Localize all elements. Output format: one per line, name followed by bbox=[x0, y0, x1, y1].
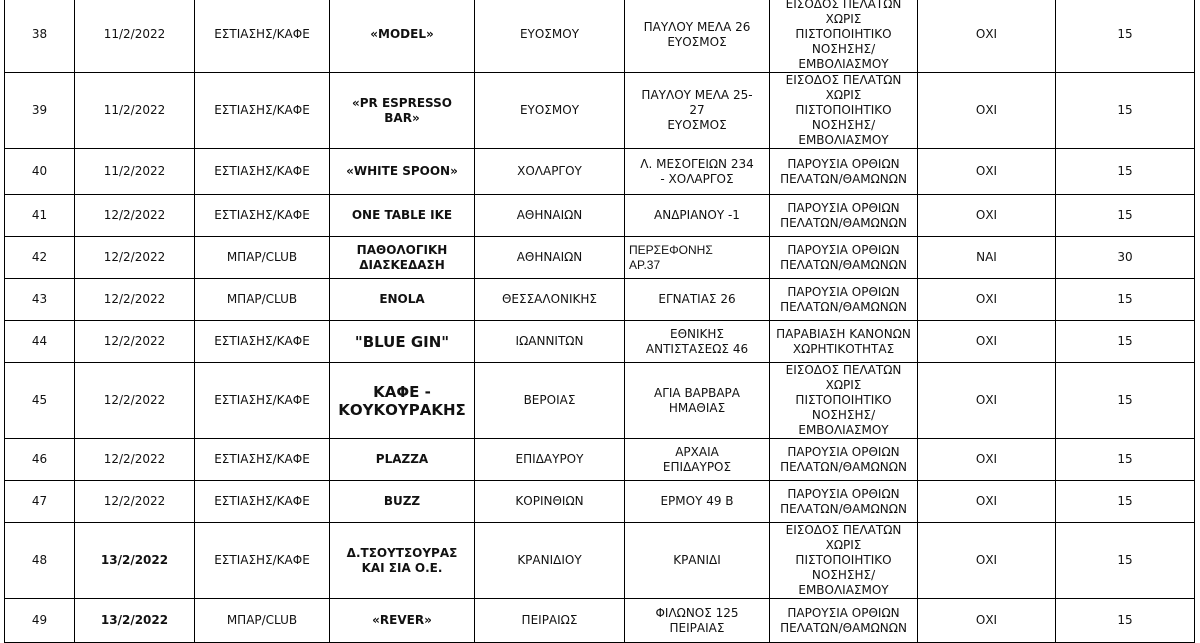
address-cell-line: ΑΡΧΑΙΑ bbox=[675, 444, 719, 459]
address-cell-line: ΠΕΙΡΑΙΑΣ bbox=[669, 620, 725, 635]
row-number-cell: 43 bbox=[5, 279, 75, 321]
address-cell-line: Λ. ΜΕΣΟΓΕΙΩΝ 234 bbox=[640, 156, 754, 171]
category-cell: ΜΠΑΡ/CLUB bbox=[195, 599, 330, 643]
municipality-cell: ΕΥΟΣΜΟΥ bbox=[475, 73, 625, 149]
violation-cell-line: ΝΟΣΗΣΗΣ/ΕΜΒΟΛΙΑΣΜΟΥ bbox=[798, 408, 889, 437]
row-number-cell: 42 bbox=[5, 237, 75, 279]
row-number-cell: 41 bbox=[5, 195, 75, 237]
violations-table bbox=[4, 0, 1195, 643]
date-cell: 12/2/2022 bbox=[75, 481, 195, 523]
date-cell: 12/2/2022 bbox=[75, 195, 195, 237]
address-cell-line: ΚΡΑΝΙΔΙ bbox=[673, 553, 721, 567]
repeat-offense-cell: ΟΧΙ bbox=[918, 363, 1056, 439]
violation-cell-line: ΠΙΣΤΟΠΟΙΗΤΙΚΟ bbox=[795, 393, 892, 407]
business-name-cell-line: Δ.ΤΣΟΥΤΣΟΥΡΑΣ bbox=[346, 545, 458, 560]
violation-cell-line: ΠΕΛΑΤΩΝ/ΘΑΜΩΝΩΝ bbox=[780, 257, 907, 272]
business-name-cell bbox=[330, 321, 475, 363]
date-cell: 12/2/2022 bbox=[75, 321, 195, 363]
violation-cell bbox=[770, 599, 918, 643]
business-name-cell-line: ΠΑΘΟΛΟΓΙΚΗ bbox=[356, 242, 448, 257]
repeat-offense-cell: ΟΧΙ bbox=[918, 0, 1056, 73]
table-row bbox=[5, 363, 1195, 439]
address-cell bbox=[625, 321, 770, 363]
violation-cell bbox=[770, 279, 918, 321]
closure-days-cell: 15 bbox=[1056, 481, 1195, 523]
repeat-offense-cell: ΟΧΙ bbox=[918, 279, 1056, 321]
category-cell: ΕΣΤΙΑΣΗΣ/ΚΑΦΕ bbox=[195, 439, 330, 481]
business-name-cell-line: «PR ESPRESSO bbox=[352, 95, 452, 110]
address-cell-line: ΕΡΜΟΥ 49 Β bbox=[660, 494, 734, 508]
address-cell bbox=[625, 149, 770, 195]
municipality-cell: ΑΘΗΝΑΙΩΝ bbox=[475, 195, 625, 237]
business-name-cell-line: ΚΟΥΚΟΥΡΑΚΗΣ bbox=[338, 400, 466, 419]
date-cell: 13/2/2022 bbox=[75, 523, 195, 599]
repeat-offense-cell: ΟΧΙ bbox=[918, 599, 1056, 643]
address-cell bbox=[625, 0, 770, 73]
closure-days-cell: 15 bbox=[1056, 363, 1195, 439]
closure-days-cell: 15 bbox=[1056, 599, 1195, 643]
closure-days-cell: 15 bbox=[1056, 523, 1195, 599]
violation-cell-line: ΠΕΛΑΤΩΝ/ΘΑΜΩΝΩΝ bbox=[780, 299, 907, 314]
table-row bbox=[5, 237, 1195, 279]
address-cell-line: ΕΘΝΙΚΗΣ bbox=[669, 326, 725, 341]
closure-days-cell: 15 bbox=[1056, 0, 1195, 73]
business-name-cell-line: ΔΙΑΣΚΕΔΑΣΗ bbox=[359, 257, 445, 272]
business-name-cell-line: «REVER» bbox=[372, 613, 432, 627]
closure-days-cell: 15 bbox=[1056, 149, 1195, 195]
violation-cell bbox=[770, 363, 918, 439]
address-cell bbox=[625, 73, 770, 149]
category-cell: ΜΠΑΡ/CLUB bbox=[195, 237, 330, 279]
category-cell: ΕΣΤΙΑΣΗΣ/ΚΑΦΕ bbox=[195, 523, 330, 599]
municipality-cell: ΘΕΣΣΑΛΟΝΙΚΗΣ bbox=[475, 279, 625, 321]
municipality-cell: ΙΩΑΝΝΙΤΩΝ bbox=[475, 321, 625, 363]
date-cell: 12/2/2022 bbox=[75, 363, 195, 439]
violation-cell-line: ΠΑΡΟΥΣΙΑ ΟΡΘΙΩΝ bbox=[787, 242, 900, 257]
violation-cell-line: ΠΙΣΤΟΠΟΙΗΤΙΚΟ bbox=[795, 553, 892, 567]
violation-cell bbox=[770, 481, 918, 523]
address-cell-line: ΑΝΤΙΣΤΑΣΕΩΣ 46 bbox=[645, 341, 749, 356]
row-number-cell: 44 bbox=[5, 321, 75, 363]
category-cell: ΕΣΤΙΑΣΗΣ/ΚΑΦΕ bbox=[195, 481, 330, 523]
violation-cell-line: ΠΕΛΑΤΩΝ/ΘΑΜΩΝΩΝ bbox=[780, 215, 907, 230]
table-row bbox=[5, 279, 1195, 321]
closure-days-cell: 15 bbox=[1056, 279, 1195, 321]
repeat-offense-cell: ΟΧΙ bbox=[918, 523, 1056, 599]
category-cell: ΕΣΤΙΑΣΗΣ/ΚΑΦΕ bbox=[195, 149, 330, 195]
business-name-cell-line: ΚΑΦΕ - bbox=[373, 382, 431, 401]
violation-cell bbox=[770, 439, 918, 481]
business-name-cell-line: BUZZ bbox=[383, 494, 421, 508]
date-cell: 11/2/2022 bbox=[75, 149, 195, 195]
address-cell-line: - ΧΟΛΑΡΓΟΣ bbox=[660, 171, 734, 186]
address-cell bbox=[625, 481, 770, 523]
violation-cell-line: ΝΟΣΗΣΗΣ/ΕΜΒΟΛΙΑΣΜΟΥ bbox=[798, 42, 889, 71]
violation-cell-line: ΠΑΡΟΥΣΙΑ ΟΡΘΙΩΝ bbox=[787, 486, 900, 501]
violation-cell-line: ΠΕΛΑΤΩΝ/ΘΑΜΩΝΩΝ bbox=[780, 459, 907, 474]
business-name-cell-line: ONE TABLE IKE bbox=[351, 208, 453, 222]
address-cell bbox=[625, 237, 770, 279]
repeat-offense-cell: ΟΧΙ bbox=[918, 149, 1056, 195]
address-cell bbox=[625, 279, 770, 321]
repeat-offense-cell: ΟΧΙ bbox=[918, 481, 1056, 523]
table-row bbox=[5, 0, 1195, 73]
municipality-cell: ΕΥΟΣΜΟΥ bbox=[475, 0, 625, 73]
municipality-cell: ΚΡΑΝΙΔΙΟΥ bbox=[475, 523, 625, 599]
address-cell-line: ΑΡ.37 bbox=[629, 257, 661, 272]
row-number-cell: 40 bbox=[5, 149, 75, 195]
business-name-cell bbox=[330, 73, 475, 149]
row-number-cell: 48 bbox=[5, 523, 75, 599]
violation-cell bbox=[770, 149, 918, 195]
violation-cell-line: ΠΕΛΑΤΩΝ/ΘΑΜΩΝΩΝ bbox=[780, 171, 907, 186]
violation-cell-line: ΠΙΣΤΟΠΟΙΗΤΙΚΟ bbox=[795, 27, 892, 41]
address-cell-line: ΗΜΑΘΙΑΣ bbox=[668, 400, 726, 415]
violation-cell-line: ΝΟΣΗΣΗΣ/ΕΜΒΟΛΙΑΣΜΟΥ bbox=[798, 118, 889, 147]
repeat-offense-cell: ΟΧΙ bbox=[918, 439, 1056, 481]
violation-cell-line: ΠΕΛΑΤΩΝ/ΘΑΜΩΝΩΝ bbox=[780, 501, 907, 516]
closure-days-cell: 15 bbox=[1056, 73, 1195, 149]
violation-cell bbox=[770, 321, 918, 363]
business-name-cell bbox=[330, 481, 475, 523]
violation-cell-line: ΠΙΣΤΟΠΟΙΗΤΙΚΟ bbox=[795, 103, 892, 117]
closure-days-cell: 15 bbox=[1056, 321, 1195, 363]
violation-cell-line: ΠΑΡΑΒΙΑΣΗ ΚΑΝΟΝΩΝ bbox=[776, 326, 911, 341]
address-cell-line: ΠΕΡΣΕΦΟΝΗΣ bbox=[629, 242, 713, 257]
closure-days-cell: 15 bbox=[1056, 195, 1195, 237]
address-cell-line: ΕΓΝΑΤΙΑΣ 26 bbox=[658, 292, 736, 306]
business-name-cell bbox=[330, 195, 475, 237]
table-body bbox=[5, 0, 1195, 643]
address-cell-line: ΠΑΥΛΟΥ ΜΕΛΑ 25- bbox=[641, 88, 753, 102]
address-cell-line: ΑΝΔΡΙΑΝΟΥ -1 bbox=[654, 208, 740, 222]
address-cell bbox=[625, 599, 770, 643]
business-name-cell bbox=[330, 599, 475, 643]
category-cell: ΕΣΤΙΑΣΗΣ/ΚΑΦΕ bbox=[195, 363, 330, 439]
table-row bbox=[5, 481, 1195, 523]
business-name-cell bbox=[330, 149, 475, 195]
business-name-cell bbox=[330, 523, 475, 599]
date-cell: 11/2/2022 bbox=[75, 0, 195, 73]
repeat-offense-cell: ΟΧΙ bbox=[918, 73, 1056, 149]
address-cell-line: 27 bbox=[689, 103, 705, 117]
violation-cell-line: ΠΕΛΑΤΩΝ/ΘΑΜΩΝΩΝ bbox=[780, 620, 907, 635]
table-row bbox=[5, 439, 1195, 481]
business-name-cell-line: "BLUE GIN" bbox=[354, 332, 450, 351]
violation-cell-line: ΕΙΣΟΔΟΣ ΠΕΛΑΤΩΝ ΧΩΡΙΣ bbox=[785, 73, 902, 102]
date-cell: 11/2/2022 bbox=[75, 73, 195, 149]
municipality-cell: ΧΟΛΑΡΓΟΥ bbox=[475, 149, 625, 195]
violation-cell-line: ΕΙΣΟΔΟΣ ΠΕΛΑΤΩΝ ΧΩΡΙΣ bbox=[785, 0, 902, 26]
repeat-offense-cell: ΟΧΙ bbox=[918, 321, 1056, 363]
violation-cell bbox=[770, 523, 918, 599]
violation-cell-line: ΠΑΡΟΥΣΙΑ ΟΡΘΙΩΝ bbox=[787, 605, 900, 620]
violation-cell-line: ΕΙΣΟΔΟΣ ΠΕΛΑΤΩΝ ΧΩΡΙΣ bbox=[785, 363, 902, 392]
address-cell bbox=[625, 363, 770, 439]
address-cell-line: ΠΑΥΛΟΥ ΜΕΛΑ 26 bbox=[643, 19, 751, 34]
municipality-cell: ΕΠΙΔΑΥΡΟΥ bbox=[475, 439, 625, 481]
business-name-cell-line: BAR» bbox=[384, 110, 420, 125]
violation-cell-line: ΧΩΡΗΤΙΚΟΤΗΤΑΣ bbox=[792, 341, 895, 356]
violation-cell bbox=[770, 73, 918, 149]
category-cell: ΜΠΑΡ/CLUB bbox=[195, 279, 330, 321]
violation-cell-line: ΕΙΣΟΔΟΣ ΠΕΛΑΤΩΝ ΧΩΡΙΣ bbox=[785, 523, 902, 552]
table-row bbox=[5, 599, 1195, 643]
violation-cell-line: ΠΑΡΟΥΣΙΑ ΟΡΘΙΩΝ bbox=[787, 156, 900, 171]
municipality-cell: ΑΘΗΝΑΙΩΝ bbox=[475, 237, 625, 279]
repeat-offense-cell: ΝΑΙ bbox=[918, 237, 1056, 279]
business-name-cell bbox=[330, 279, 475, 321]
table-row bbox=[5, 195, 1195, 237]
row-number-cell: 38 bbox=[5, 0, 75, 73]
category-cell: ΕΣΤΙΑΣΗΣ/ΚΑΦΕ bbox=[195, 0, 330, 73]
violation-cell-line: ΠΑΡΟΥΣΙΑ ΟΡΘΙΩΝ bbox=[787, 200, 900, 215]
closure-days-cell: 15 bbox=[1056, 439, 1195, 481]
table-row bbox=[5, 321, 1195, 363]
date-cell: 12/2/2022 bbox=[75, 237, 195, 279]
violation-cell bbox=[770, 0, 918, 73]
row-number-cell: 39 bbox=[5, 73, 75, 149]
business-name-cell bbox=[330, 0, 475, 73]
closure-days-cell: 30 bbox=[1056, 237, 1195, 279]
municipality-cell: ΠΕΙΡΑΙΩΣ bbox=[475, 599, 625, 643]
business-name-cell-line: «MODEL» bbox=[370, 27, 434, 41]
address-cell-line: ΕΠΙΔΑΥΡΟΣ bbox=[662, 459, 732, 474]
business-name-cell bbox=[330, 363, 475, 439]
repeat-offense-cell: ΟΧΙ bbox=[918, 195, 1056, 237]
address-cell bbox=[625, 195, 770, 237]
business-name-cell-line: PLAZZA bbox=[375, 452, 429, 466]
row-number-cell: 46 bbox=[5, 439, 75, 481]
violation-cell-line: ΠΑΡΟΥΣΙΑ ΟΡΘΙΩΝ bbox=[787, 444, 900, 459]
address-cell-line: ΕΥΟΣΜΟΣ bbox=[667, 118, 727, 132]
address-cell-line: ΑΓΙΑ ΒΑΡΒΑΡΑ bbox=[653, 385, 741, 400]
address-cell-line: ΕΥΟΣΜΟΣ bbox=[667, 34, 727, 49]
address-cell bbox=[625, 439, 770, 481]
business-name-cell bbox=[330, 237, 475, 279]
address-cell bbox=[625, 523, 770, 599]
date-cell: 12/2/2022 bbox=[75, 439, 195, 481]
row-number-cell: 45 bbox=[5, 363, 75, 439]
row-number-cell: 47 bbox=[5, 481, 75, 523]
municipality-cell: ΒΕΡΟΙΑΣ bbox=[475, 363, 625, 439]
row-number-cell: 49 bbox=[5, 599, 75, 643]
violation-cell bbox=[770, 237, 918, 279]
date-cell: 13/2/2022 bbox=[75, 599, 195, 643]
violation-cell-line: ΝΟΣΗΣΗΣ/ΕΜΒΟΛΙΑΣΜΟΥ bbox=[798, 568, 889, 597]
violation-cell bbox=[770, 195, 918, 237]
table-row bbox=[5, 523, 1195, 599]
category-cell: ΕΣΤΙΑΣΗΣ/ΚΑΦΕ bbox=[195, 195, 330, 237]
business-name-cell bbox=[330, 439, 475, 481]
business-name-cell-line: ΚΑΙ ΣΙΑ Ο.Ε. bbox=[361, 560, 443, 575]
date-cell: 12/2/2022 bbox=[75, 279, 195, 321]
business-name-cell-line: ENOLA bbox=[379, 292, 425, 306]
business-name-cell-line: «WHITE SPOON» bbox=[346, 164, 458, 178]
address-cell-line: ΦΙΛΩΝΟΣ 125 bbox=[655, 605, 739, 620]
category-cell: ΕΣΤΙΑΣΗΣ/ΚΑΦΕ bbox=[195, 321, 330, 363]
category-cell: ΕΣΤΙΑΣΗΣ/ΚΑΦΕ bbox=[195, 73, 330, 149]
municipality-cell: ΚΟΡΙΝΘΙΩΝ bbox=[475, 481, 625, 523]
table-row bbox=[5, 73, 1195, 149]
violation-cell-line: ΠΑΡΟΥΣΙΑ ΟΡΘΙΩΝ bbox=[787, 284, 900, 299]
table-row bbox=[5, 149, 1195, 195]
